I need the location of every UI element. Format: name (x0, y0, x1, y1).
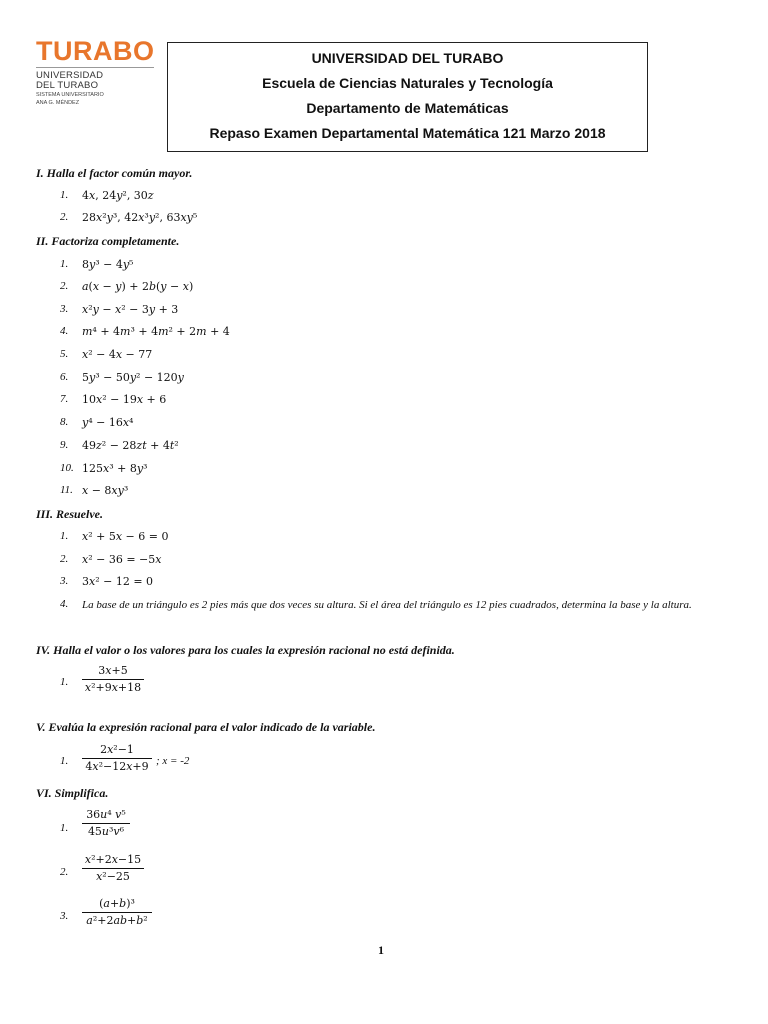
item-number: 1. (60, 530, 69, 542)
math-expression: 49𝑧² − 28𝑧𝑡 + 4𝑡² (82, 439, 179, 452)
fraction (82, 743, 152, 774)
math-expression: 𝑥² − 36 = −5𝑥 (82, 553, 162, 566)
item-number: 10. (60, 462, 74, 474)
fraction-bar (82, 758, 152, 759)
variable-value: ; x = -2 (156, 755, 190, 767)
item-number: 1. (60, 822, 69, 834)
logo-divider (36, 67, 154, 68)
item-number: 1. (60, 258, 69, 270)
numerator: (𝑎+𝑏)³ (99, 897, 135, 910)
header-exam-title: Repaso Examen Departamental Matemática 121 Marzo 2018 (209, 125, 606, 141)
denominator: 𝑥²+9𝑥+18 (84, 681, 142, 694)
numerator: 𝑥²+2𝑥−15 (84, 853, 142, 866)
item-number: 7. (60, 393, 69, 405)
item-number: 2. (60, 211, 69, 223)
fraction-bar (82, 823, 130, 824)
logo-brand: TURABO (36, 36, 155, 66)
document-header (167, 42, 648, 152)
item-number: 4. (60, 325, 69, 337)
math-expression: 𝑥² + 5𝑥 − 6 = 0 (82, 530, 169, 543)
math-expression: 4𝑥, 24𝑦², 30𝑧 (82, 189, 154, 202)
math-expression: 𝑦⁴ − 16𝑥⁴ (82, 416, 134, 429)
denominator: 𝑎²+2𝑎𝑏+𝑏² (86, 914, 148, 927)
fraction-bar (82, 679, 144, 680)
denominator: 45𝑢³𝑣⁶ (87, 825, 125, 838)
item-number: 2. (60, 280, 69, 292)
item-number: 1. (60, 676, 69, 688)
fraction (82, 853, 144, 884)
item-number: 11. (60, 484, 73, 496)
section-title: V. Evalúa la expresión racional para el valor indicado de la variable. (36, 720, 376, 734)
item-number: 6. (60, 371, 69, 383)
math-expression: 𝑚⁴ + 4𝑚³ + 4𝑚² + 2𝑚 + 4 (82, 325, 230, 338)
logo-line-1: UNIVERSIDAD (36, 70, 104, 81)
math-expression: 125𝑥³ + 8𝑦³ (82, 462, 148, 475)
math-expression: 5𝑦³ − 50𝑦² − 120𝑦 (82, 371, 184, 384)
numerator: 3𝑥+5 (98, 664, 128, 677)
math-expression: 𝑥 − 8𝑥𝑦³ (82, 484, 129, 497)
item-number: 5. (60, 348, 69, 360)
item-number: 2. (60, 553, 69, 565)
logo-line-2: DEL TURABO (36, 80, 99, 91)
item-number: 1. (60, 189, 69, 201)
header-department: Departamento de Matemáticas (306, 100, 509, 116)
math-expression: 𝑎(𝑥 − 𝑦) + 2𝑏(𝑦 − 𝑥) (82, 280, 194, 293)
math-expression: 28𝑥²𝑦³, 42𝑥³𝑦², 63𝑥𝑦⁵ (82, 211, 198, 224)
logo-line-4: ANA G. MÉNDEZ (36, 99, 80, 106)
item-number: 8. (60, 416, 69, 428)
item-number: 9. (60, 439, 69, 451)
header-school: Escuela de Ciencias Naturales y Tecnología (262, 75, 553, 91)
fraction (82, 664, 144, 695)
section-title: I. Halla el factor común mayor. (36, 166, 193, 180)
numerator: 36𝑢⁴ 𝑣⁵ (86, 808, 126, 821)
problem-text: La base de un triángulo es 2 pies más que dos veces su altura. Si el área del triángulo es 12 pies cuadrados, determina la base y la altura. (82, 599, 692, 611)
math-expression: 3𝑥² − 12 = 0 (82, 575, 154, 588)
math-expression: 8𝑦³ − 4𝑦⁵ (82, 258, 134, 271)
item-number: 4. (60, 598, 69, 610)
item-number: 3. (60, 910, 69, 922)
numerator: 2𝑥²−1 (100, 743, 134, 756)
item-number: 1. (60, 755, 69, 767)
logo-line-3: SISTEMA UNIVERSITARIO (36, 92, 104, 98)
university-logo (36, 38, 156, 106)
fraction (82, 808, 130, 839)
item-number: 2. (60, 866, 69, 878)
page-number: 1 (378, 943, 384, 957)
item-number: 3. (60, 303, 69, 315)
section-title: VI. Simplifica. (36, 786, 109, 800)
math-expression: 𝑥²𝑦 − 𝑥² − 3𝑦 + 3 (82, 303, 179, 316)
fraction (82, 897, 152, 928)
item-number: 3. (60, 575, 69, 587)
section-title: II. Factoriza completamente. (36, 234, 180, 248)
fraction-bar (82, 912, 152, 913)
math-expression: 10𝑥² − 19𝑥 + 6 (82, 393, 167, 406)
denominator: 𝑥²−25 (96, 870, 130, 883)
section-title: IV. Halla el valor o los valores para los cuales la expresión racional no está definida. (36, 643, 455, 657)
math-expression: 𝑥² − 4𝑥 − 77 (82, 348, 153, 361)
header-university: UNIVERSIDAD DEL TURABO (311, 50, 504, 66)
section-title: III. Resuelve. (36, 507, 103, 521)
denominator: 4𝑥²−12𝑥+9 (85, 760, 149, 773)
fraction-bar (82, 868, 144, 869)
